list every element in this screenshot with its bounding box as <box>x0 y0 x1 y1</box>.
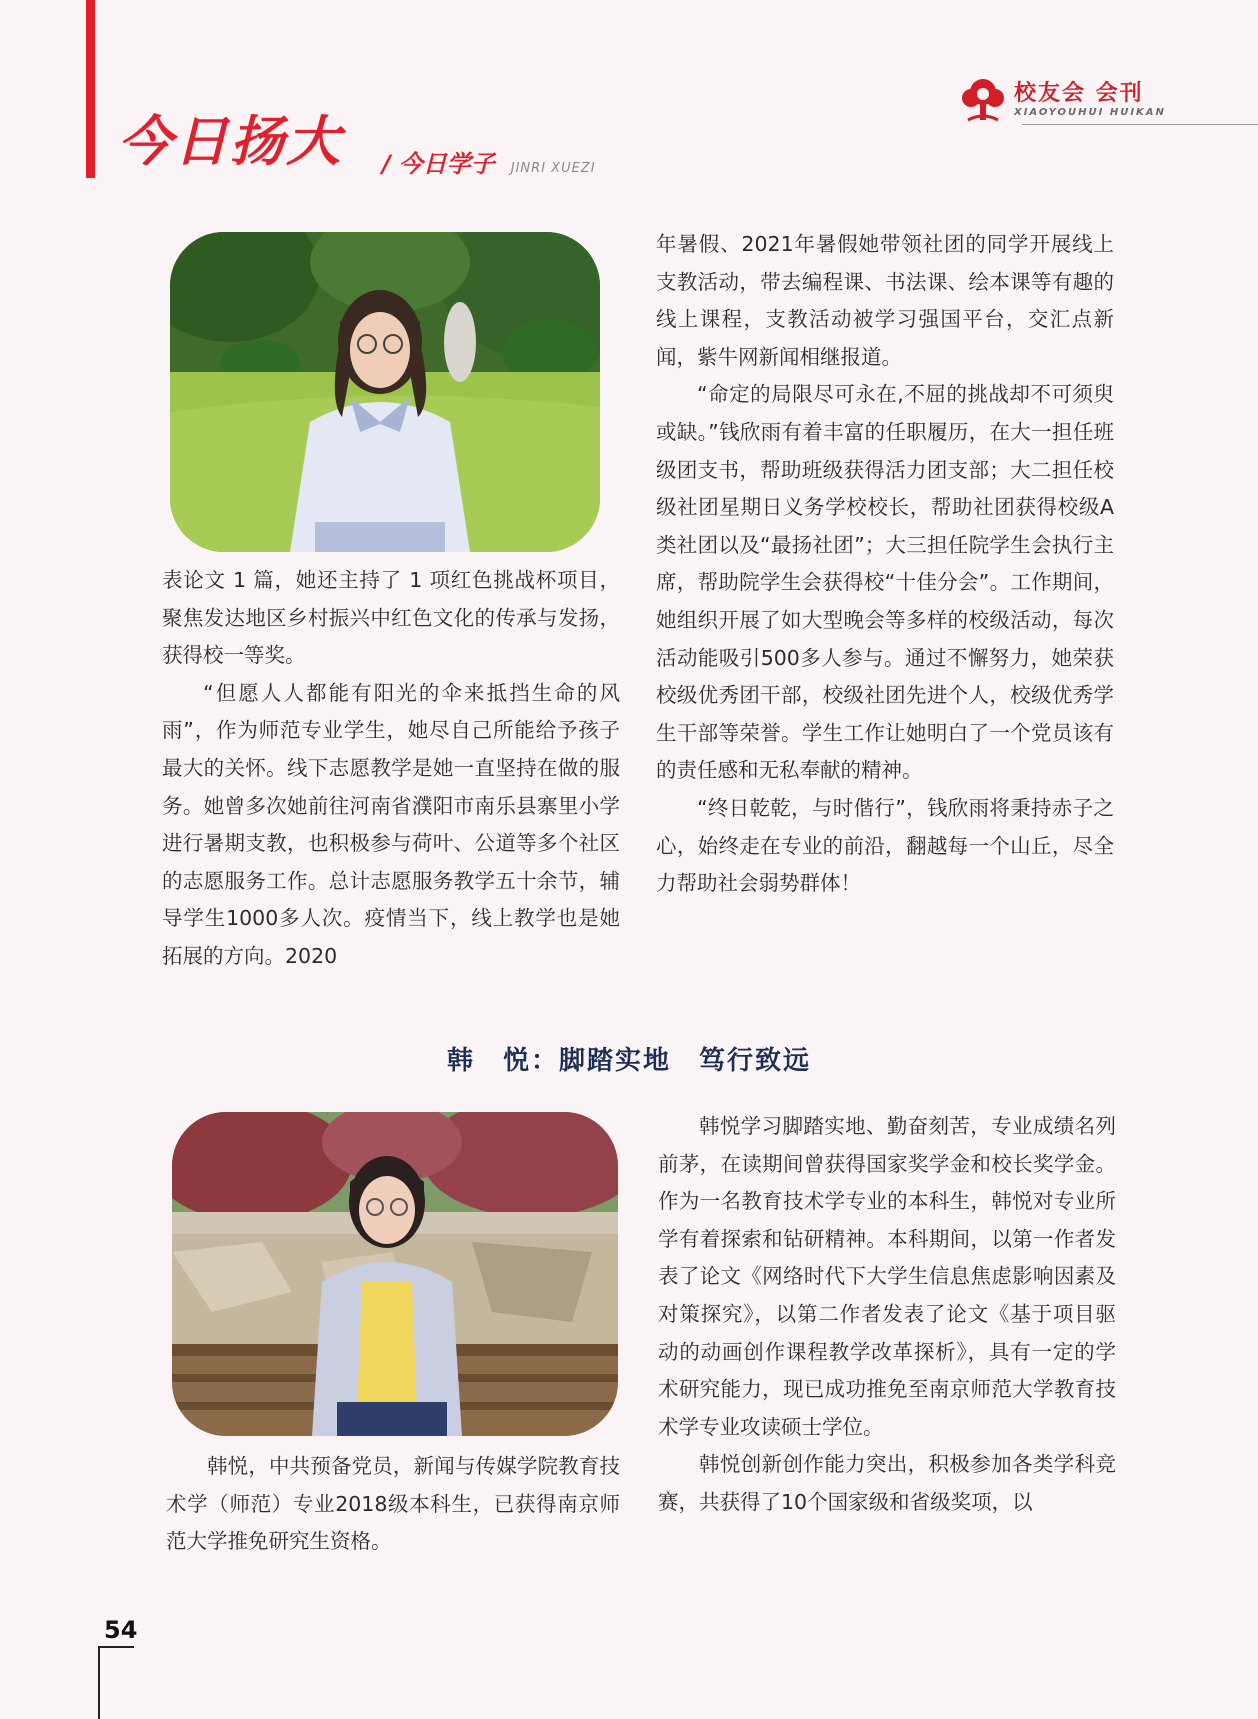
article2-left-column <box>166 1448 620 1561</box>
paragraph: “命定的局限尽可永在,不屈的挑战却不可须臾或缺。”钱欣雨有着丰富的任职履历，在大一担任班级团支书，帮助班级获得活力团支部；大二担任校级社团星期日义务学校校长，帮助社团获得校级A类社团以及“最扬社团”；大三担任院学生会执行主席，帮助院学生会获得校“十佳分会”。工作期间，她组织开展了如大型晚会等多样的校级活动，每次活动能吸引500多人参与。通过不懈努力，她荣获校级优秀团干部，校级社团先进个人，校级优秀学生干部等荣誉。学生工作让她明白了一个党员该有的责任感和无私奉献的精神。 <box>656 382 1114 783</box>
paragraph: “终日乾乾，与时偕行”，钱欣雨将秉持赤子之心，始终走在专业的前沿，翻越每一个山丘，尽全力帮助社会弱势群体！ <box>656 795 1114 896</box>
subsection-label <box>382 144 596 179</box>
paragraph: 韩悦，中共预备党员，新闻与传媒学院教育技术学（师范）专业2018级本科生，已获得南京师范大学推免研究生资格。 <box>166 1454 620 1554</box>
tree-logo-icon <box>958 74 1008 124</box>
section-title: 今日扬大 <box>118 110 342 173</box>
subsection-cn: 今日学子 <box>398 150 495 178</box>
subsection-en: JINRI XUEZI <box>510 161 596 176</box>
alumni-logo <box>958 74 1166 124</box>
article2-title: 韩 悦：脚踏实地 笃行致远 <box>446 1046 811 1076</box>
article1-right-column <box>656 226 1114 903</box>
paragraph: 韩悦创新创作能力突出，积极参加各类学科竞赛，共获得了10个国家级和省级奖项，以 <box>658 1452 1116 1514</box>
student-photo-han <box>172 1112 618 1436</box>
page-corner-mark <box>98 1646 134 1648</box>
paragraph: 表论文 1 篇，她还主持了 1 项红色挑战杯项目，聚焦发达地区乡村振兴中红色文化的传承与发扬，获得校一等奖。 <box>162 568 620 668</box>
red-accent-bar <box>86 0 95 178</box>
paragraph: 韩悦学习脚踏实地、勤奋刻苦，专业成绩名列前茅，在读期间曾获得国家奖学金和校长奖学金。作为一名教育技术学专业的本科生，韩悦对专业所学有着探索和钻研精神。本科期间，以第一作者发表了论文《网络时代下大学生信息焦虑影响因素及对策探究》，以第二作者发表了论文《基于项目驱动的动画创作课程教学改革探析》，具有一定的学术研究能力，现已成功推免至南京师范大学教育技术学专业攻读硕士学位。 <box>658 1114 1116 1439</box>
subsection-slash: / <box>382 150 391 178</box>
logo-subtitle: XIAOYOUHUI HUIKAN <box>1014 106 1166 118</box>
article2-right-column <box>658 1108 1116 1522</box>
logo-title: 校友会 会刊 <box>1014 80 1144 106</box>
student-photo-qian <box>170 232 600 552</box>
article1-left-column <box>162 562 620 976</box>
header-rule <box>1022 124 1258 125</box>
paragraph: “但愿人人都能有阳光的伞来抵挡生命的风雨”，作为师范专业学生，她尽自己所能给予孩子最大的关怀。线下志愿教学是她一直坚持在做的服务。她曾多次她前往河南省濮阳市南乐县寨里小学进行暑期支教，也积极参与荷叶、公道等多个社区的志愿服务工作。总计志愿服务教学五十余节，辅导学生1000多人次。疫情当下，线上教学也是她拓展的方向。2020 <box>162 680 620 968</box>
paragraph: 年暑假、2021年暑假她带领社团的同学开展线上支教活动，带去编程课、书法课、绘本课等有趣的线上课程，支教活动被学习强国平台，交汇点新闻，紫牛网新闻相继报道。 <box>656 232 1114 369</box>
page-corner-mark <box>98 1646 100 1719</box>
page-number: 54 <box>104 1616 138 1644</box>
